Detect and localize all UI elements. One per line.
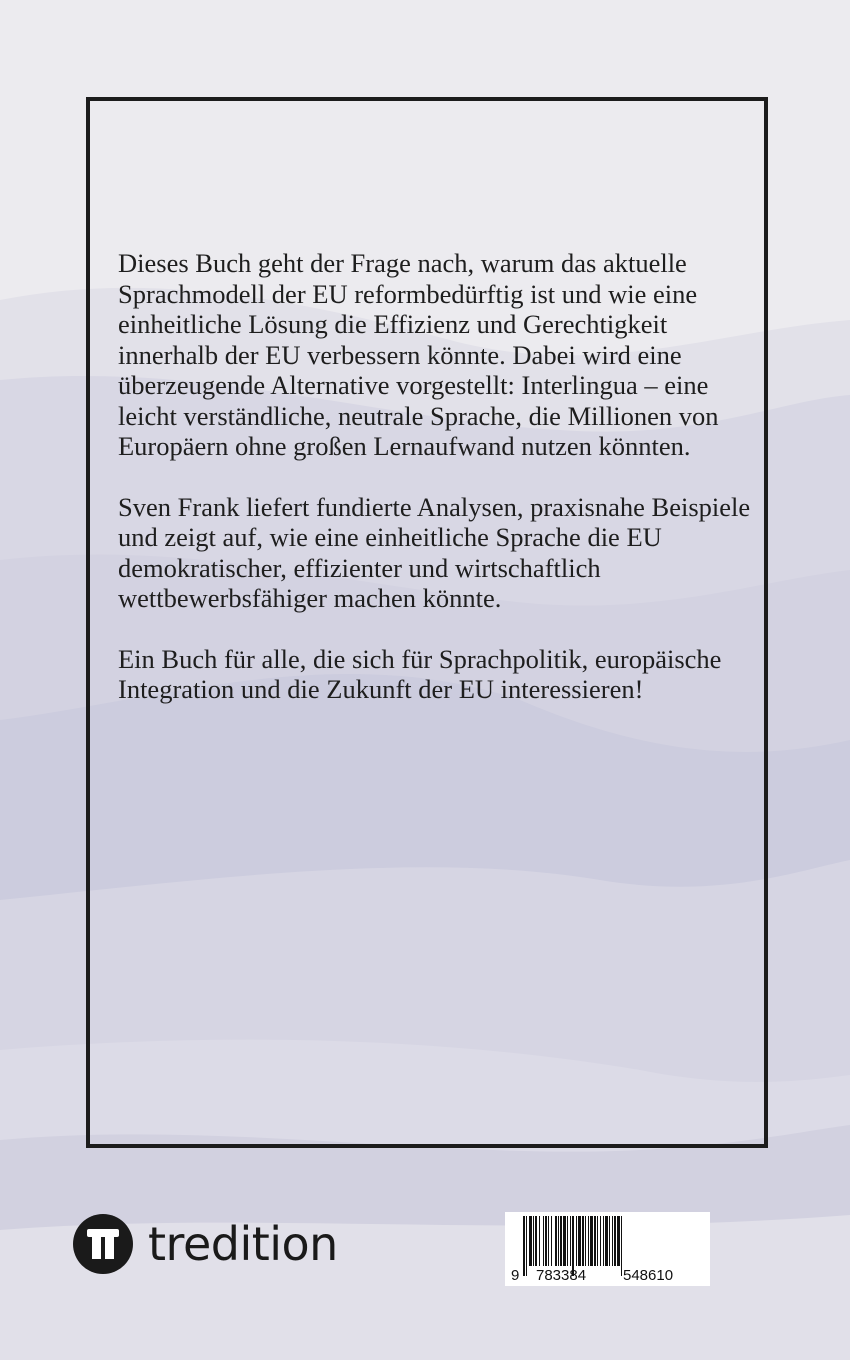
back-cover-blurb xyxy=(118,248,758,735)
isbn-barcode xyxy=(505,1212,710,1286)
barcode-bar xyxy=(551,1216,552,1266)
barcode-bar xyxy=(545,1216,547,1266)
barcode-bar xyxy=(560,1216,562,1266)
barcode-bar xyxy=(570,1216,571,1266)
barcode-bar xyxy=(612,1216,613,1266)
barcode-bar xyxy=(539,1216,540,1266)
barcode-bar xyxy=(621,1216,622,1276)
barcode-bar xyxy=(555,1216,557,1266)
barcode-bar xyxy=(603,1216,604,1266)
publisher-logo xyxy=(72,1212,338,1276)
barcode-bar xyxy=(563,1216,566,1266)
barcode-bar xyxy=(594,1216,596,1266)
barcode-bar xyxy=(600,1216,601,1266)
barcode-bar xyxy=(578,1216,581,1266)
barcode-bar xyxy=(558,1216,559,1266)
barcode-prefix: 9 xyxy=(511,1267,520,1284)
barcode-bar xyxy=(576,1216,577,1266)
barcode-bar xyxy=(597,1216,598,1266)
barcode-bar xyxy=(529,1216,532,1266)
blurb-paragraph-2: Sven Frank liefert fundierte Analysen, praxisnahe Beispiele und zeigt auf, wie eine einheitliche Sprache die EU demokratischer, effizienter und wirtschaftlich wettbewerbsfähiger machen könnte. xyxy=(118,491,751,613)
blurb-paragraph-3: Ein Buch für alle, die sich für Sprachpolitik, europäische Integration und die Zukunft der EU interessieren! xyxy=(118,643,722,704)
barcode-bar xyxy=(590,1216,593,1266)
barcode-bar xyxy=(567,1216,568,1266)
barcode-group-2: 548610 xyxy=(623,1267,674,1284)
barcode-bar xyxy=(605,1216,608,1266)
barcode-bar xyxy=(535,1216,537,1266)
blurb-paragraph-1: Dieses Buch geht der Frage nach, warum das aktuelle Sprachmodell der EU reformbedürftig ist und wie eine einheitliche Lösung die Effizienz und Gerechtigkeit innerhalb der EU verbessern könnte. Dabei wird eine überzeugende Alternative vorgestellt: Interlingua – eine leicht verständliche, neutrale Sprache, die Millionen von Europäern ohne großen Lernaufwand nutzen könnten. xyxy=(118,248,719,461)
barcode-bar xyxy=(548,1216,549,1266)
barcode-bar xyxy=(523,1216,525,1276)
barcode-bar xyxy=(543,1216,544,1266)
barcode-bar xyxy=(609,1216,610,1266)
barcode-bar xyxy=(533,1216,534,1266)
barcode-bar xyxy=(617,1216,620,1266)
barcode-bar xyxy=(582,1216,584,1266)
barcode-bar xyxy=(614,1216,616,1266)
barcode-bar xyxy=(526,1216,527,1276)
barcode-group-1: 783384 xyxy=(536,1267,587,1284)
publisher-name: tredition xyxy=(148,1217,338,1271)
barcode-bar xyxy=(588,1216,589,1266)
barcode-bar xyxy=(585,1216,586,1266)
tredition-t-icon xyxy=(72,1213,134,1275)
